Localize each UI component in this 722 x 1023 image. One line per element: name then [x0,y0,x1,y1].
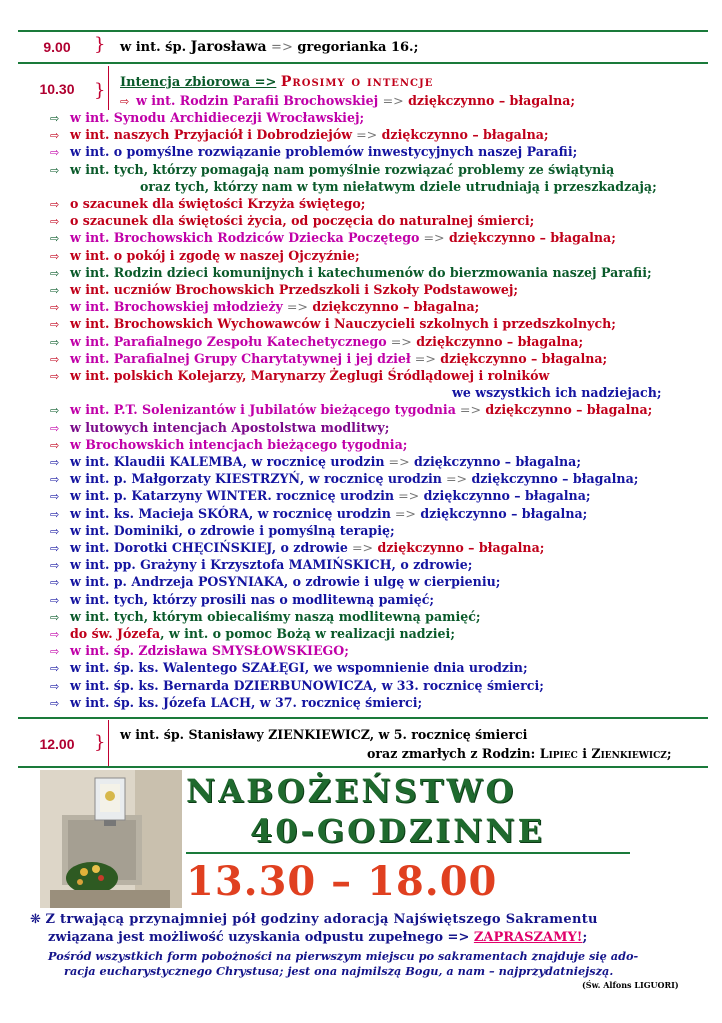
arrow-bullet-icon: ⇨ [50,559,60,573]
intention-line: ⇨ w int. śp. ks. Bernarda DZIERBUNOWICZA, w 33. rocznicę śmierci; [50,677,544,693]
indulgence-line-2: związana jest możliwość uzyskania odpustu zupełnego => ZAPRASZAMY!; [48,930,588,945]
intention-line: ⇨ w int. o pokój i zgodę w naszej Ojczyźnie; [50,247,360,263]
intention-line: ⇨ w int. P.T. Solenizantów i Jubilatów bieżącego tygodnia => dziękczynno – błagalna; [50,402,653,418]
brace: } [94,732,106,753]
intention-line: ⇨ w int. Dominiki, o zdrowie i pomyślną terapię; [50,522,395,538]
arrow-bullet-icon: ⇨ [50,456,60,469]
arrow-bullet-icon: ⇨ [50,232,60,246]
arrow-bullet-icon: ⇨ [50,284,60,297]
intention-line: ⇨ w int. Brochowskich Wychowawców i Nauczycieli szkolnych i przedszkolnych; [50,316,616,332]
time-10-30: 10.30 [39,81,75,97]
intention-line: ⇨ w int. naszych Przyjaciół i Dobrodziejów => dziękczynno – błagalna; [50,127,549,143]
arrow-bullet-icon: ⇨ [50,610,60,624]
intention-line: ⇨ o szacunek dla świętości Krzyża świętego; [50,196,366,211]
intention-line: ⇨ w int. Klaudii KALEMBA, w rocznicę urodzin => dziękczynno – błagalna; [50,454,581,469]
arrow-bullet-icon: ⇨ [50,215,60,229]
arrow-bullet-icon: ⇨ [50,679,60,693]
intention-line: ⇨ w int. tych, którzy prosili nas o modlitewną pamięć; [50,591,435,607]
arrow-bullet-icon: ⇨ [50,318,60,332]
arrow-bullet-icon: ⇨ [50,593,60,607]
divider [18,766,708,768]
intention-line: ⇨ w int. śp. ks. Walentego SZAŁĘGI, we wspomnienie dnia urodzin; [50,660,528,676]
intention-line: ⇨ w int. Dorotki CHĘCIŃSKIEJ, o zdrowie => dziękczynno – błagalna; [50,540,545,555]
arrow-bullet-icon: ⇨ [50,576,60,590]
time-12-00: 12.00 [39,736,75,752]
altar-photo [40,770,182,908]
mass-intention-9-00: w int. śp. Jarosława => gregorianka 16.; [120,39,419,55]
quote-author: (Św. Alfons LIGUORI) [582,980,679,990]
intention-line: ⇨ w int. Parafialnej Grupy Charytatywnej i jej dzieł => dziękczynno – błagalna; [50,350,608,366]
arrow-bullet-icon: ⇨ [50,662,60,676]
vertical-rule [108,720,109,766]
intention-line: ⇨ w int. Rodzin dzieci komunijnych i katechumenów do bierzmowania naszej Parafii; [50,264,652,280]
intention-line: ⇨ w int. tych, którym obiecaliśmy naszą modlitewną pamięć; [50,608,481,624]
divider [18,30,708,32]
intention-line: ⇨ o szacunek dla świętości życia, od poczęcia do naturalnej śmierci; [50,213,535,229]
arrow-bullet-icon: ⇨ [50,301,60,315]
arrow-bullet-icon: ⇨ [50,146,60,160]
intention-line: ⇨ w int. Brochowskiej młodzieży => dziękczynno – błagalna; [50,299,480,315]
arrow-bullet-icon: ⇨ [50,628,60,641]
time-9-00: 9.00 [43,39,71,55]
arrow-bullet-icon: ⇨ [50,249,60,263]
arrow-bullet-icon: ⇨ [50,473,60,487]
indulgence-line-1: ❋ Z trwającą przynajmniej pół godziny adoracją Najświętszego Sakramentu [30,912,598,927]
intention-line: ⇨ w int. polskich Kolejarzy, Marynarzy Żeglugi Śródlądowej i rolników [50,368,550,383]
arrow-bullet-icon: ⇨ [50,696,60,710]
intention-line: ⇨ w int. p. Małgorzaty KIESTRZYŃ, w rocznicę urodzin => dziękczynno – błagalna; [50,471,639,487]
arrow-bullet-icon: ⇨ [50,645,60,659]
arrow-bullet-icon: ⇨ [50,370,60,383]
arrow-bullet-icon: ⇨ [50,490,60,504]
adoration-hours: 13.30 – 18.00 [186,858,498,905]
collective-intention-header: Intencja zbiorowa => Prosimy o intencje [120,74,434,90]
arrow-bullet-icon: ⇨ [50,352,60,366]
arrow-bullet-icon: ⇨ [50,129,60,143]
brace: } [94,80,106,101]
arrow-bullet-icon: ⇨ [50,438,60,452]
intention-line: ⇨ w int. p. Katarzyny WINTER. rocznicę urodzin => dziękczynno – błagalna; [50,488,591,504]
quote-line-1: Pośród wszystkich form pobożności na pierwszym miejscu po sakramentach znajduje się ado- [48,949,639,963]
arrow-bullet-icon: ⇨ [50,404,60,418]
arrow-bullet-icon: ⇨ [50,542,60,555]
intention-line: ⇨ w int. śp. Zdzisława SMYSŁOWSKIEGO; [50,643,349,659]
intention-line: ⇨ w int. ks. Macieja SKÓRA, w rocznicę urodzin => dziękczynno – błagalna; [50,505,588,521]
arrow-bullet-icon: ⇨ [50,266,60,280]
arrow-bullet-icon: ⇨ [50,421,60,435]
vertical-rule [108,66,109,110]
mass-intention-12-00-line-2: oraz zmarłych z Rodzin: Lipiec i Zienkiewicz; [367,746,672,761]
intention-line: ⇨ w lutowych intencjach Apostolstwa modlitwy; [50,419,390,435]
arrow-bullet-icon: ⇨ [50,335,60,349]
divider [18,717,708,719]
arrow-bullet-icon: ⇨ [50,524,60,538]
intention-line: ⇨ w int. uczniów Brochowskich Przedszkoli i Szkoły Podstawowej; [50,282,519,297]
title-underline [186,852,630,854]
intention-line: ⇨ w int. śp. ks. Józefa LACH, w 37. rocznicę śmierci; [50,694,423,710]
intention-line: ⇨ do św. Józefa, w int. o pomoc Bożą w realizacji nadziei; [50,626,455,641]
intention-line: we wszystkich ich nadziejach; [452,385,662,401]
brace: } [94,34,106,55]
intention-line: ⇨ w Brochowskich intencjach bieżącego tygodnia; [50,436,408,452]
arrow-bullet-icon: ⇨ [50,507,60,521]
devotion-title-line-1: NABOŻEŃSTWO [186,772,517,810]
intention-line: ⇨ w int. Parafialnego Zespołu Katechetycznego => dziękczynno – błagalna; [50,333,584,349]
arrow-bullet-icon: ⇨ [50,163,60,177]
quote-line-2: racja eucharystycznego Chrystusa; jest ona najmilszą Bogu, a nam – najprzydatniejszą. [64,964,614,978]
devotion-title-line-2: 40-GODZINNE [250,812,545,850]
arrow-bullet-icon: ⇨ [50,198,60,211]
intention-line: ⇨ w int. Rodzin Parafii Brochowskiej => dziękczynno – błagalna; [120,93,576,108]
intention-line: ⇨ w int. o pomyślne rozwiązanie problemów inwestycyjnych naszej Parafii; [50,144,578,160]
divider [18,62,708,64]
intention-line: ⇨ w int. p. Andrzeja POSYNIAKA, o zdrowie i ulgę w cierpieniu; [50,574,501,590]
intention-line: ⇨ w int. tych, którzy pomagają nam pomyślnie rozwiązać problemy ze świątynią [50,161,615,177]
intention-line: ⇨ w int. pp. Grażyny i Krzysztofa MAMIŃSKICH, o zdrowie; [50,557,473,573]
intention-line: oraz tych, którzy nam w tym niełatwym dziele utrudniają i przeszkadzają; [140,178,657,194]
intention-line: ⇨ w int. Brochowskich Rodziców Dziecka Poczętego => dziękczynno – błagalna; [50,230,616,246]
monstrance-altar-image [40,770,182,908]
intention-line: ⇨ w int. Synodu Archidiecezji Wrocławskiej; [50,110,365,125]
arrow-bullet-icon: ⇨ [50,112,60,125]
mass-intention-12-00-line-1: w int. śp. Stanisławy ZIENKIEWICZ, w 5. rocznicę śmierci [120,727,528,742]
